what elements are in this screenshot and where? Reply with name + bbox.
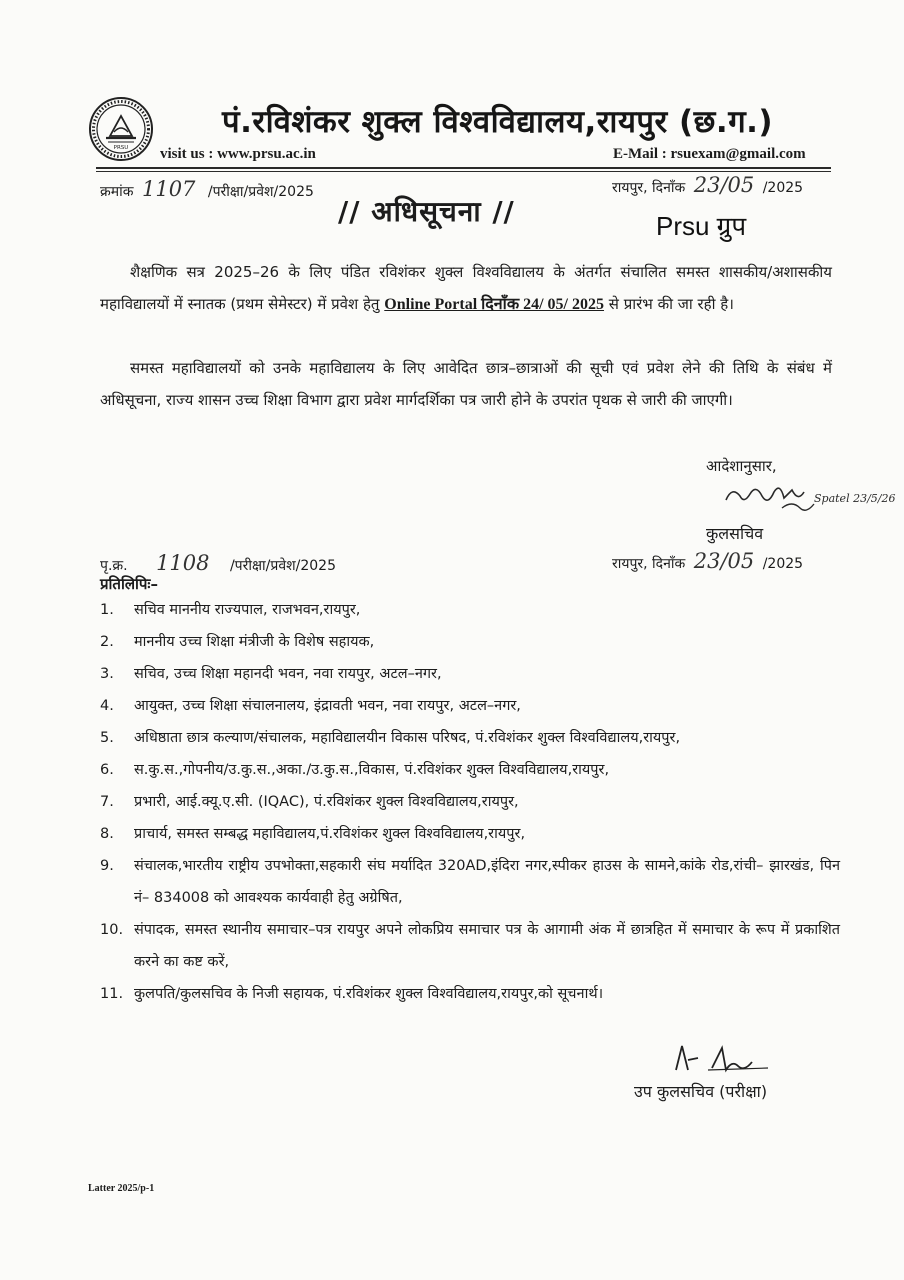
copy-reference-date: रायपुर, दिनाँक 23/05 /2025 bbox=[612, 549, 804, 573]
copy-list-item bbox=[100, 690, 840, 722]
copy-item-number: 2. bbox=[100, 634, 114, 650]
copies-list bbox=[100, 594, 840, 1010]
header-divider bbox=[96, 167, 831, 169]
svg-text:PRSU: PRSU bbox=[113, 145, 129, 151]
copy-item-text: सचिव माननीय राज्यपाल, राजभवन,रायपुर, bbox=[134, 602, 361, 618]
copy-list-item bbox=[100, 914, 840, 978]
website-link[interactable]: visit us : www.prsu.ac.in bbox=[160, 146, 316, 162]
university-logo-seal bbox=[88, 96, 154, 162]
copy-item-number: 7. bbox=[100, 794, 114, 810]
copy-item-text: प्राचार्य, समस्त सम्बद्ध महाविद्यालय,पं.रविशंकर शुक्ल विश्वविद्यालय,रायपुर, bbox=[134, 826, 526, 842]
copy-item-text: आयुक्त, उच्च शिक्षा संचालनालय, इंद्रावती भवन, नवा रायपुर, अटल–नगर, bbox=[134, 698, 521, 714]
email-link[interactable]: E-Mail : rsuexam@gmail.com bbox=[613, 146, 806, 162]
reference-number: क्रमांक 1107 /परीक्षा/प्रवेश/2025 bbox=[100, 177, 314, 201]
notification-paragraph-2: समस्त महाविद्यालयों को उनके महाविद्यालय के लिए आवेदित छात्र–छात्राओं की सूची एवं प्रवेश लेने की तिथि के संबंध में अधिसूचना, राज्य शासन उच्च शिक्षा विभाग द्वारा प्रवेश मार्गदर्शिका पत्र जारी होने के उपरांत पृथक से जारी की जाएगी। bbox=[100, 359, 832, 409]
copy-item-text: प्रभारी, आई.क्यू.ए.सी. (IQAC), पं.रविशंकर शुक्ल विश्वविद्यालय,रायपुर, bbox=[134, 794, 519, 810]
handwritten-number: 1107 bbox=[141, 177, 196, 201]
copy-item-number: 1. bbox=[100, 602, 114, 618]
copy-item-text: संचालक,भारतीय राष्ट्रीय उपभोक्ता,सहकारी संघ मर्यादित 320AD,इंदिरा नगर,स्पीकर हाउस के सामने,कांके रोड,रांची– झारखंड, पिन नं– 834008 को आवश्यक कार्यवाही हेतु अग्रेषित, bbox=[134, 858, 840, 906]
handwritten-copy-date: 23/05 bbox=[693, 549, 755, 573]
copy-list-item bbox=[100, 786, 840, 818]
deputy-registrar-designation: उप कुलसचिव (परीक्षा) bbox=[634, 1082, 768, 1101]
copy-list-item bbox=[100, 754, 840, 786]
by-order-label: आदेशानुसार, bbox=[706, 457, 777, 475]
copy-list-item bbox=[100, 658, 840, 690]
copy-list-item bbox=[100, 818, 840, 850]
copy-list-item bbox=[100, 594, 840, 626]
university-name: पं.रविशंकर शुक्ल विश्वविद्यालय,रायपुर (छ.ग.) bbox=[222, 104, 774, 140]
copy-item-number: 3. bbox=[100, 666, 114, 682]
portal-date-highlight: Online Portal दिनाँक 24/ 05/ 2025 bbox=[384, 296, 605, 313]
copy-item-number: 5. bbox=[100, 730, 114, 746]
copy-item-number: 10. bbox=[100, 922, 124, 938]
watermark-text: Prsu ग्रुप bbox=[656, 211, 747, 241]
copy-item-number: 8. bbox=[100, 826, 114, 842]
copy-list-item bbox=[100, 978, 840, 1010]
copy-item-text: सचिव, उच्च शिक्षा महानदी भवन, नवा रायपुर, अटल–नगर, bbox=[134, 666, 442, 682]
copy-list-item bbox=[100, 626, 840, 658]
reference-date: रायपुर, दिनाँक 23/05 /2025 bbox=[612, 173, 804, 197]
notification-paragraph-1: शैक्षणिक सत्र 2025–26 के लिए पंडित रविशंकर शुक्ल विश्वविद्यालय के अंतर्गत संचालित समस्त शासकीय/अशासकीय महाविद्यालयों में स्नातक (प्रथम सेमेस्टर) में प्रवेश हेतु Online Portal दिनाँक 24/ 05/ 2025 से प्रारंभ की जा रही है। bbox=[100, 263, 832, 313]
registrar-signature bbox=[722, 478, 896, 522]
handwritten-copy-number: 1108 bbox=[156, 551, 210, 575]
copy-item-number: 4. bbox=[100, 698, 114, 714]
deputy-registrar-signature bbox=[672, 1040, 782, 1080]
page-title: // अधिसूचना // bbox=[338, 195, 515, 228]
copy-item-number: 11. bbox=[100, 986, 124, 1002]
header-divider-thin bbox=[96, 171, 831, 172]
svg-text:N 12: N 12 bbox=[674, 1074, 677, 1075]
copy-item-number: 6. bbox=[100, 762, 114, 778]
copy-list-item bbox=[100, 850, 840, 914]
copy-item-text: माननीय उच्च शिक्षा मंत्रीजी के विशेष सहायक, bbox=[134, 634, 375, 650]
copy-item-text: संपादक, समस्त स्थानीय समाचार–पत्र रायपुर अपने लोकप्रिय समाचार पत्र के आगामी अंक में छात्रहित में समाचार के रूप में प्रकाशित करने का कष्ट करें, bbox=[134, 922, 840, 970]
copy-item-number: 9. bbox=[100, 858, 114, 874]
copy-item-text: स.कु.स.,गोपनीय/उ.कु.स.,अका./उ.कु.स.,विकास, पं.रविशंकर शुक्ल विश्वविद्यालय,रायपुर, bbox=[134, 762, 610, 778]
svg-text:Spatel 23/5/26: Spatel 23/5/26 bbox=[814, 492, 896, 505]
registrar-designation: कुलसचिव bbox=[706, 524, 764, 543]
copy-item-text: कुलपति/कुलसचिव के निजी सहायक, पं.रविशंकर शुक्ल विश्वविद्यालय,रायपुर,को सूचनार्थ। bbox=[134, 986, 604, 1002]
handwritten-date: 23/05 bbox=[693, 173, 755, 197]
copy-reference-number: पृ.क्र. 1108 /परीक्षा/प्रवेश/2025 bbox=[100, 551, 336, 575]
copies-title: प्रतिलिपिः– bbox=[100, 575, 158, 593]
copy-item-text: अधिष्ठाता छात्र कल्याण/संचालक, महाविद्यालयीन विकास परिषद, पं.रविशंकर शुक्ल विश्वविद्यालय,रायपुर, bbox=[134, 730, 681, 746]
copy-list-item bbox=[100, 722, 840, 754]
footer-code: Latter 2025/p-1 bbox=[88, 1183, 155, 1194]
